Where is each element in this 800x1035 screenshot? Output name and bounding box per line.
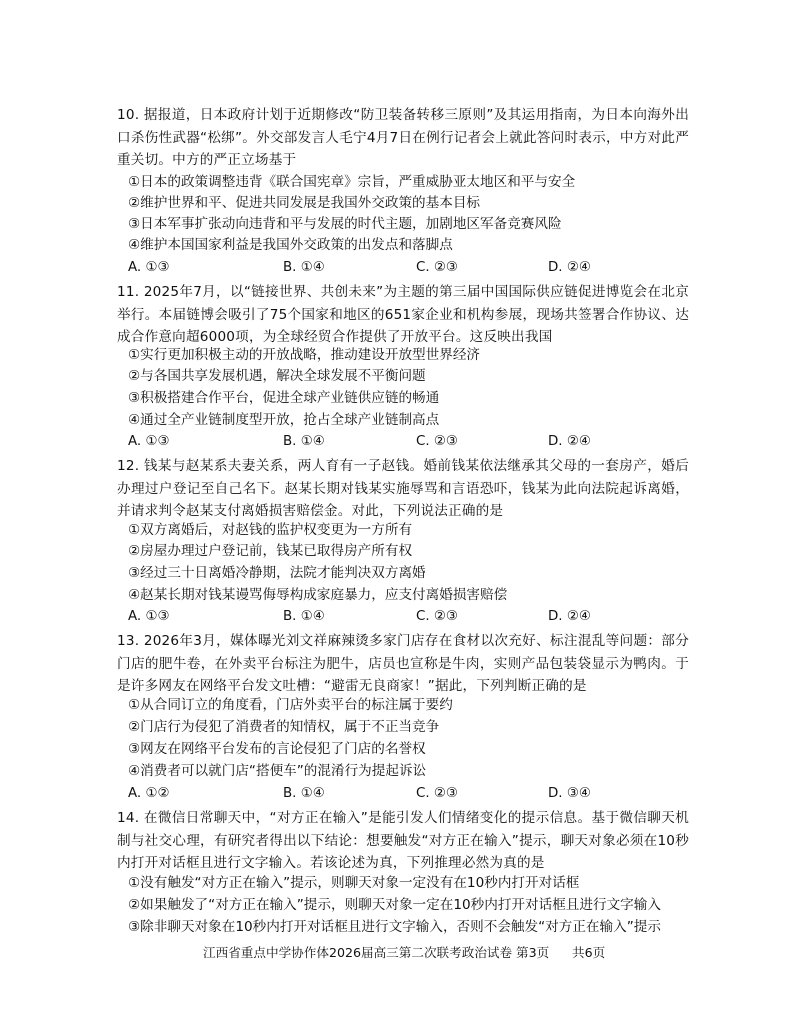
question-12-option-2: ②房屋办理过户登记前，钱某已取得房产所有权 [128, 543, 413, 559]
question-11-option-2: ②与各国共享发展机遇，解决全球发展不平衡问题 [128, 368, 426, 384]
question-14-option-1: ①没有触发“对方正在输入”提示，则聊天对象一定没有在10秒内打开对话框 [128, 875, 580, 891]
question-13-option-4: ④消费者可以就门店“搭便车”的混淆行为提起诉讼 [128, 763, 427, 779]
question-13-choice-c: C. ②③ [416, 786, 458, 801]
question-10-option-4: ④维护本国国家利益是我国外交政策的出发点和落脚点 [128, 237, 453, 253]
question-12-option-1: ①双方离婚后，对赵钱的监护权变更为一方所有 [128, 522, 413, 538]
question-10-choice-b: B. ①④ [283, 260, 325, 275]
question-10-option-1: ①日本的政策调整违背《联合国宪章》宗旨，严重威胁亚太地区和平与安全 [128, 174, 576, 190]
question-10-choice-d: D. ②④ [548, 260, 591, 275]
question-10-option-3: ③日本军事扩张动向违背和平与发展的时代主题，加剧地区军备竞赛风险 [128, 216, 562, 232]
question-13-choice-d: D. ③④ [548, 786, 591, 801]
question-10-choice-a: A. ①③ [128, 260, 170, 275]
exam-title-footer: 江西省重点中学协作体2026届高三第二次联考政治试卷 [203, 945, 513, 960]
question-14-option-3: ③除非聊天对象在10秒内打开对话框且进行文字输入，否则不会触发“对方正在输入”提示 [128, 919, 661, 935]
question-12-stem: 12. 钱某与赵某系夫妻关系，两人育有一子赵钱。婚前钱某依法继承其父母的一套房产，婚后办理过户登记至自己名下。赵某长期对钱某实施辱骂和言语恐吓，钱某为此向法院起诉离婚，并请求判令赵某支付离婚损害赔偿金。对此，下列说法正确的是 [117, 458, 689, 519]
question-10-option-2: ②维护世界和平、促进共同发展是我国外交政策的基本目标 [128, 195, 481, 211]
question-11-choice-d: D. ②④ [548, 434, 591, 449]
question-11-stem: 11. 2025年7月，以“链接世界、共创未来”为主题的第三届中国国际供应链促进博览会在北京举行。本届链博会吸引了75个国家和地区的651家企业和机构参展，现场共签署合作协议、达成合作意向超6000项，为全球经贸合作提供了开放平台。这反映出我国 [117, 284, 689, 345]
question-12-choice-c: C. ②③ [416, 609, 458, 624]
question-13-option-3: ③网友在网络平台发布的言论侵犯了门店的名誉权 [128, 741, 426, 757]
question-14-stem: 14. 在微信日常聊天中，“对方正在输入”是能引发人们情绪变化的提示信息。基于微信聊天机制与社交心理，有研究者得出以下结论：想要触发“对方正在输入”提示，聊天对象必须在10秒内打开对话框且进行文字输入。若该论述为真，下列推理必然为真的是 [117, 810, 689, 871]
question-11-choice-c: C. ②③ [416, 434, 458, 449]
question-12-option-4: ④赵某长期对钱某谩骂侮辱构成家庭暴力，应支付离婚损害赔偿 [128, 587, 508, 603]
question-11-option-4: ④通过全产业链制度型开放，抢占全球产业链制高点 [128, 412, 440, 428]
question-12-choice-d: D. ②④ [548, 609, 591, 624]
question-13-option-2: ②门店行为侵犯了消费者的知情权，属于不正当竞争 [128, 719, 440, 735]
question-13-choice-b: B. ①④ [283, 786, 325, 801]
question-13-stem: 13. 2026年3月，媒体曝光刘文祥麻辣烫多家门店存在食材以次充好、标注混乱等问题：部分门店的肥牛卷，在外卖平台标注为肥牛，店员也宣称是牛肉，实则产品包装袋显示为鸭肉。于是许多网友在网络平台发文吐槽：“避雷无良商家！”据此，下列判断正确的是 [117, 633, 689, 694]
question-10-choice-c: C. ②③ [416, 260, 458, 275]
question-10-stem: 10. 据报道，日本政府计划于近期修改“防卫装备转移三原则”及其运用指南，为日本向海外出口杀伤性武器“松绑”。外交部发言人毛宁4月7日在例行记者会上就此答问时表示，中方对此严重关切。中方的严正立场基于 [117, 107, 689, 168]
question-14-option-2: ②如果触发了“对方正在输入”提示，则聊天对象一定在10秒内打开对话框且进行文字输入 [128, 897, 661, 913]
question-11-option-3: ③积极搭建合作平台，促进全球产业链供应链的畅通 [128, 390, 440, 406]
page-number-total: 共6页 [572, 945, 606, 960]
page-number-current: 第3页 [516, 945, 550, 960]
question-12-option-3: ③经过三十日离婚冷静期，法院才能判决双方离婚 [128, 565, 426, 581]
question-13-choice-a: A. ①② [128, 786, 170, 801]
question-12-choice-a: A. ①③ [128, 609, 170, 624]
question-11-option-1: ①实行更加积极主动的开放战略，推动建设开放型世界经济 [128, 347, 481, 363]
question-11-choice-b: B. ①④ [283, 434, 325, 449]
question-12-choice-b: B. ①④ [283, 609, 325, 624]
question-13-option-1: ①从合同订立的角度看，门店外卖平台的标注属于要约 [128, 697, 453, 713]
question-11-choice-a: A. ①③ [128, 434, 170, 449]
